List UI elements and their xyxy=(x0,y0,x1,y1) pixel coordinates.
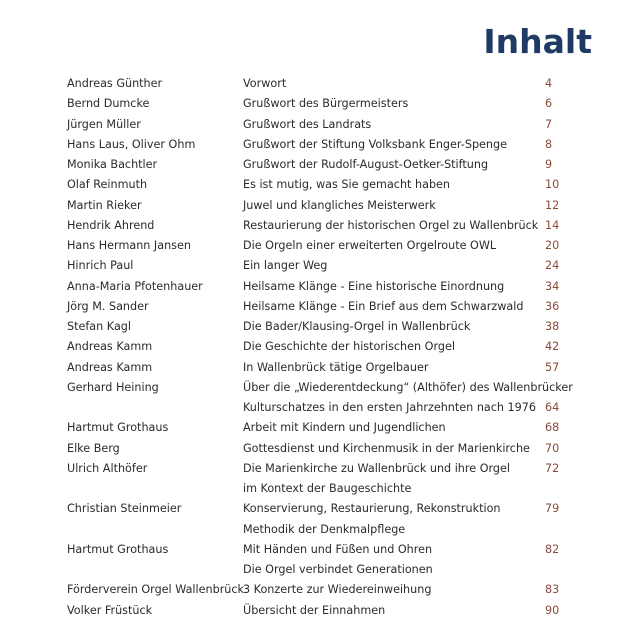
toc-entry-title: Es ist mutig, was Sie gemacht haben xyxy=(243,178,451,192)
toc-entry-title: Heilsame Klänge - Eine historische Einordnung xyxy=(243,279,505,293)
toc-page-number: 9 xyxy=(545,158,553,171)
toc-author: Hans Hermann Jansen xyxy=(67,239,191,252)
toc-entry-title: Restaurierung der historischen Orgel zu Wallenbrück xyxy=(243,218,539,232)
toc-page-number: 68 xyxy=(545,421,560,435)
toc-author: Olaf Reinmuth xyxy=(67,178,148,192)
toc-author: Hartmut Grothaus xyxy=(67,542,169,556)
toc-author: Andreas Kamm xyxy=(67,340,153,354)
toc-entry-title: Methodik der Denkmalpflege xyxy=(243,522,406,536)
toc-entry-title: Die Bader/Klausing-Orgel in Wallenbrück xyxy=(243,320,471,333)
toc-row xyxy=(0,317,620,337)
toc-page-number: 82 xyxy=(545,542,560,556)
toc-author: Andreas Kamm xyxy=(67,360,153,374)
toc-entry-title: Grußwort des Bürgermeisters xyxy=(243,97,409,111)
toc-page-number: 24 xyxy=(545,259,560,273)
toc-row xyxy=(0,115,620,135)
toc-entry-title: Heilsame Klänge - Ein Brief aus dem Schwarzwald xyxy=(243,299,524,313)
toc-row xyxy=(0,256,620,276)
toc-row xyxy=(0,175,620,195)
toc-author: Jörg M. Sander xyxy=(67,299,149,313)
table-of-contents xyxy=(0,74,620,621)
toc-page-number: 64 xyxy=(545,401,560,414)
toc-author: Andreas Günther xyxy=(67,77,163,90)
toc-page-number: 4 xyxy=(545,77,553,90)
toc-row xyxy=(0,601,620,621)
toc-entry-title: Arbeit mit Kindern und Jugendlichen xyxy=(243,421,446,435)
toc-entry-title: im Kontext der Baugeschichte xyxy=(243,482,412,495)
toc-row xyxy=(0,337,620,357)
toc-author: Martin Rieker xyxy=(67,198,142,212)
toc-entry-title: In Wallenbrück tätige Orgelbauer xyxy=(243,360,429,374)
toc-entry-title: Mit Händen und Füßen und Ohren xyxy=(243,542,433,556)
toc-row xyxy=(0,216,620,236)
toc-author: Hans Laus, Oliver Ohm xyxy=(67,137,196,151)
toc-row xyxy=(0,196,620,216)
toc-entry-title: Grußwort des Landrats xyxy=(243,117,372,131)
toc-row xyxy=(0,580,620,600)
toc-entry-title: Die Orgel verbindet Generationen xyxy=(243,563,433,576)
toc-entry-title: 3 Konzerte zur Wiedereinweihung xyxy=(243,583,432,597)
toc-author: Hartmut Grothaus xyxy=(67,421,169,435)
toc-author: Hendrik Ahrend xyxy=(67,218,155,232)
toc-author: Stefan Kagl xyxy=(67,320,132,333)
toc-row xyxy=(0,418,620,438)
toc-row xyxy=(0,297,620,317)
toc-row xyxy=(0,560,620,580)
toc-entry-title: Gottesdienst und Kirchenmusik in der Marienkirche xyxy=(243,441,530,455)
toc-author: Christian Steinmeier xyxy=(67,502,182,516)
toc-row xyxy=(0,540,620,560)
toc-row xyxy=(0,499,620,519)
toc-page-number: 8 xyxy=(545,137,553,151)
toc-entry-title: Juwel und klangliches Meisterwerk xyxy=(243,198,436,212)
toc-author: Elke Berg xyxy=(67,441,120,455)
toc-page-number: 79 xyxy=(545,502,560,516)
toc-row xyxy=(0,155,620,175)
toc-page-number: 6 xyxy=(545,97,553,111)
toc-entry-title: Über die „Wiederentdeckung“ (Althöfer) des Wallenbrücker xyxy=(243,380,573,394)
toc-page-number: 42 xyxy=(545,340,560,354)
toc-page-number: 36 xyxy=(545,299,560,313)
toc-entry-title: Die Marienkirche zu Wallenbrück und ihre Orgel xyxy=(243,461,510,475)
toc-author: Bernd Dumcke xyxy=(67,97,150,111)
toc-page-number: 10 xyxy=(545,178,560,192)
toc-row xyxy=(0,378,620,398)
toc-row xyxy=(0,358,620,378)
toc-entry-title: Konservierung, Restaurierung, Rekonstruktion xyxy=(243,502,501,516)
toc-entry-title: Vorwort xyxy=(243,77,287,90)
toc-row xyxy=(0,459,620,479)
toc-entry-title: Die Orgeln einer erweiterten Orgelroute OWL xyxy=(243,239,497,252)
toc-page-number: 70 xyxy=(545,441,560,455)
toc-row xyxy=(0,479,620,499)
toc-row xyxy=(0,236,620,256)
toc-author: Anna-Maria Pfotenhauer xyxy=(67,279,203,293)
toc-entry-title: Grußwort der Rudolf-August-Oetker-Stiftung xyxy=(243,158,489,171)
toc-entry-title: Ein langer Weg xyxy=(243,259,328,273)
toc-page-number: 7 xyxy=(545,117,553,131)
toc-page-number: 34 xyxy=(545,279,560,293)
toc-entry-title: Kulturschatzes in den ersten Jahrzehnten nach 1976 xyxy=(243,401,537,414)
toc-page-number: 14 xyxy=(545,218,560,232)
toc-row xyxy=(0,94,620,114)
toc-author: Gerhard Heining xyxy=(67,380,159,394)
toc-page-number: 83 xyxy=(545,583,560,597)
toc-page-number: 38 xyxy=(545,320,560,333)
toc-row xyxy=(0,135,620,155)
page-title: Inhalt xyxy=(483,22,592,61)
toc-page-number: 72 xyxy=(545,461,560,475)
toc-row xyxy=(0,520,620,540)
toc-entry-title: Die Geschichte der historischen Orgel xyxy=(243,340,455,354)
toc-row xyxy=(0,74,620,94)
toc-row xyxy=(0,277,620,297)
toc-page-number: 12 xyxy=(545,198,560,212)
toc-row xyxy=(0,398,620,418)
toc-page-number: 57 xyxy=(545,360,560,374)
toc-author: Jürgen Müller xyxy=(67,117,141,131)
toc-page-number: 90 xyxy=(545,603,560,617)
toc-author: Volker Früstück xyxy=(67,603,153,617)
toc-page-number: 20 xyxy=(545,239,560,252)
toc-author: Hinrich Paul xyxy=(67,259,134,273)
toc-author: Monika Bachtler xyxy=(67,158,158,171)
toc-author: Förderverein Orgel Wallenbrück xyxy=(67,583,245,597)
toc-entry-title: Grußwort der Stiftung Volksbank Enger-Spenge xyxy=(243,137,507,151)
toc-entry-title: Übersicht der Einnahmen xyxy=(243,603,386,617)
toc-author: Ulrich Althöfer xyxy=(67,461,148,475)
toc-row xyxy=(0,439,620,459)
